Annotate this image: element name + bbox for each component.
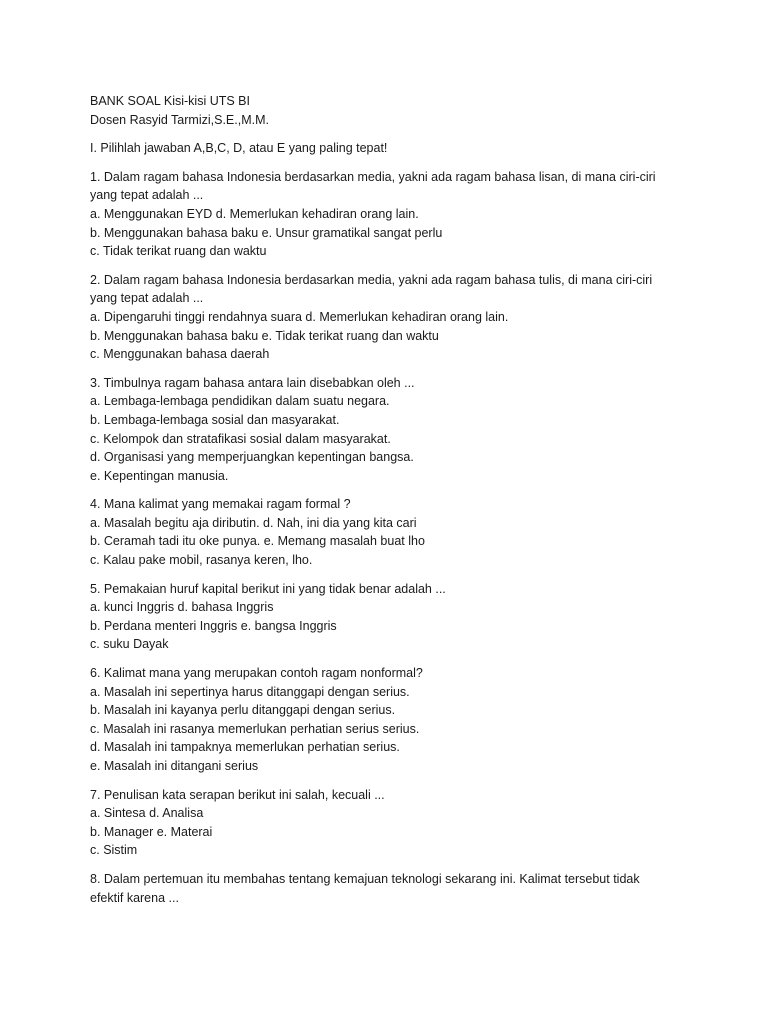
question-2 xyxy=(90,271,690,364)
answer-option: c. Sistim xyxy=(90,843,138,858)
answer-option: a. Masalah begitu aja diributin. d. Nah, ini dia yang kita cari xyxy=(90,515,417,530)
question-stem: 6. Kalimat mana yang merupakan contoh ragam nonformal? xyxy=(90,666,423,681)
answer-option: a. Lembaga-lembaga pendidikan dalam suatu negara. xyxy=(90,394,390,409)
question-6 xyxy=(90,664,690,776)
answer-option: a. Menggunakan EYD d. Memerlukan kehadiran orang lain. xyxy=(90,206,419,221)
question-stem: 3. Timbulnya ragam bahasa antara lain disebabkan oleh ... xyxy=(90,375,415,390)
question-4 xyxy=(90,495,690,569)
document-title: BANK SOAL Kisi-kisi UTS BI xyxy=(90,94,250,108)
answer-option: c. Tidak terikat ruang dan waktu xyxy=(90,244,267,259)
question-stem: 7. Penulisan kata serapan berikut ini salah, kecuali ... xyxy=(90,787,385,802)
answer-option: e. Masalah ini ditangani serius xyxy=(90,759,259,773)
question-stem-continued: yang tepat adalah ... xyxy=(90,188,204,203)
question-stem: 8. Dalam pertemuan itu membahas tentang kemajuan teknologi sekarang ini. Kalimat tersebut tidak xyxy=(90,871,640,886)
document-page xyxy=(90,92,690,917)
question-5 xyxy=(90,580,690,654)
answer-option: a. kunci Inggris d. bahasa Inggris xyxy=(90,600,274,615)
lecturer-name: Dosen Rasyid Tarmizi,S.E.,M.M. xyxy=(90,112,269,127)
answer-option: c. suku Dayak xyxy=(90,637,169,652)
answer-option: b. Ceramah tadi itu oke punya. e. Memang masalah buat lho xyxy=(90,534,425,549)
question-7 xyxy=(90,786,690,860)
answer-option: e. Kepentingan manusia. xyxy=(90,468,229,483)
answer-option: a. Dipengaruhi tinggi rendahnya suara d. Memerlukan kehadiran orang lain. xyxy=(90,309,509,324)
answer-option: d. Masalah ini tampaknya memerlukan perhatian serius. xyxy=(90,740,400,755)
question-stem-continued: yang tepat adalah ... xyxy=(90,291,204,306)
answer-option: b. Manager e. Materai xyxy=(90,824,213,839)
answer-option: b. Masalah ini kayanya perlu ditanggapi dengan serius. xyxy=(90,703,396,718)
answer-option: a. Masalah ini sepertinya harus ditanggapi dengan serius. xyxy=(90,684,410,699)
document-header xyxy=(90,92,690,129)
question-stem: 2. Dalam ragam bahasa Indonesia berdasarkan media, yakni ada ragam bahasa tulis, di mana ciri-ciri xyxy=(90,272,653,287)
question-stem: 4. Mana kalimat yang memakai ragam formal ? xyxy=(90,497,351,512)
answer-option: b. Lembaga-lembaga sosial dan masyarakat. xyxy=(90,412,340,427)
answer-option: b. Menggunakan bahasa baku e. Unsur gramatikal sangat perlu xyxy=(90,225,443,240)
question-stem: 1. Dalam ragam bahasa Indonesia berdasarkan media, yakni ada ragam bahasa lisan, di mana ciri-ciri xyxy=(90,169,656,184)
answer-option: d. Organisasi yang memperjuangkan kepentingan bangsa. xyxy=(90,450,414,465)
answer-option: b. Perdana menteri Inggris e. bangsa Inggris xyxy=(90,618,337,633)
answer-option: c. Menggunakan bahasa daerah xyxy=(90,347,270,362)
question-3 xyxy=(90,374,690,486)
question-8 xyxy=(90,870,690,907)
answer-option: c. Masalah ini rasanya memerlukan perhatian serius serius. xyxy=(90,721,420,736)
instruction-text: I. Pilihlah jawaban A,B,C, D, atau E yang paling tepat! xyxy=(90,141,388,156)
question-stem-continued: efektif karena ... xyxy=(90,890,179,905)
question-1 xyxy=(90,168,690,261)
answer-option: c. Kelompok dan stratafikasi sosial dalam masyarakat. xyxy=(90,431,391,446)
instruction xyxy=(90,139,690,158)
answer-option: c. Kalau pake mobil, rasanya keren, lho. xyxy=(90,553,313,568)
answer-option: a. Sintesa d. Analisa xyxy=(90,806,204,821)
answer-option: b. Menggunakan bahasa baku e. Tidak terikat ruang dan waktu xyxy=(90,328,439,343)
question-stem: 5. Pemakaian huruf kapital berikut ini yang tidak benar adalah ... xyxy=(90,581,446,596)
